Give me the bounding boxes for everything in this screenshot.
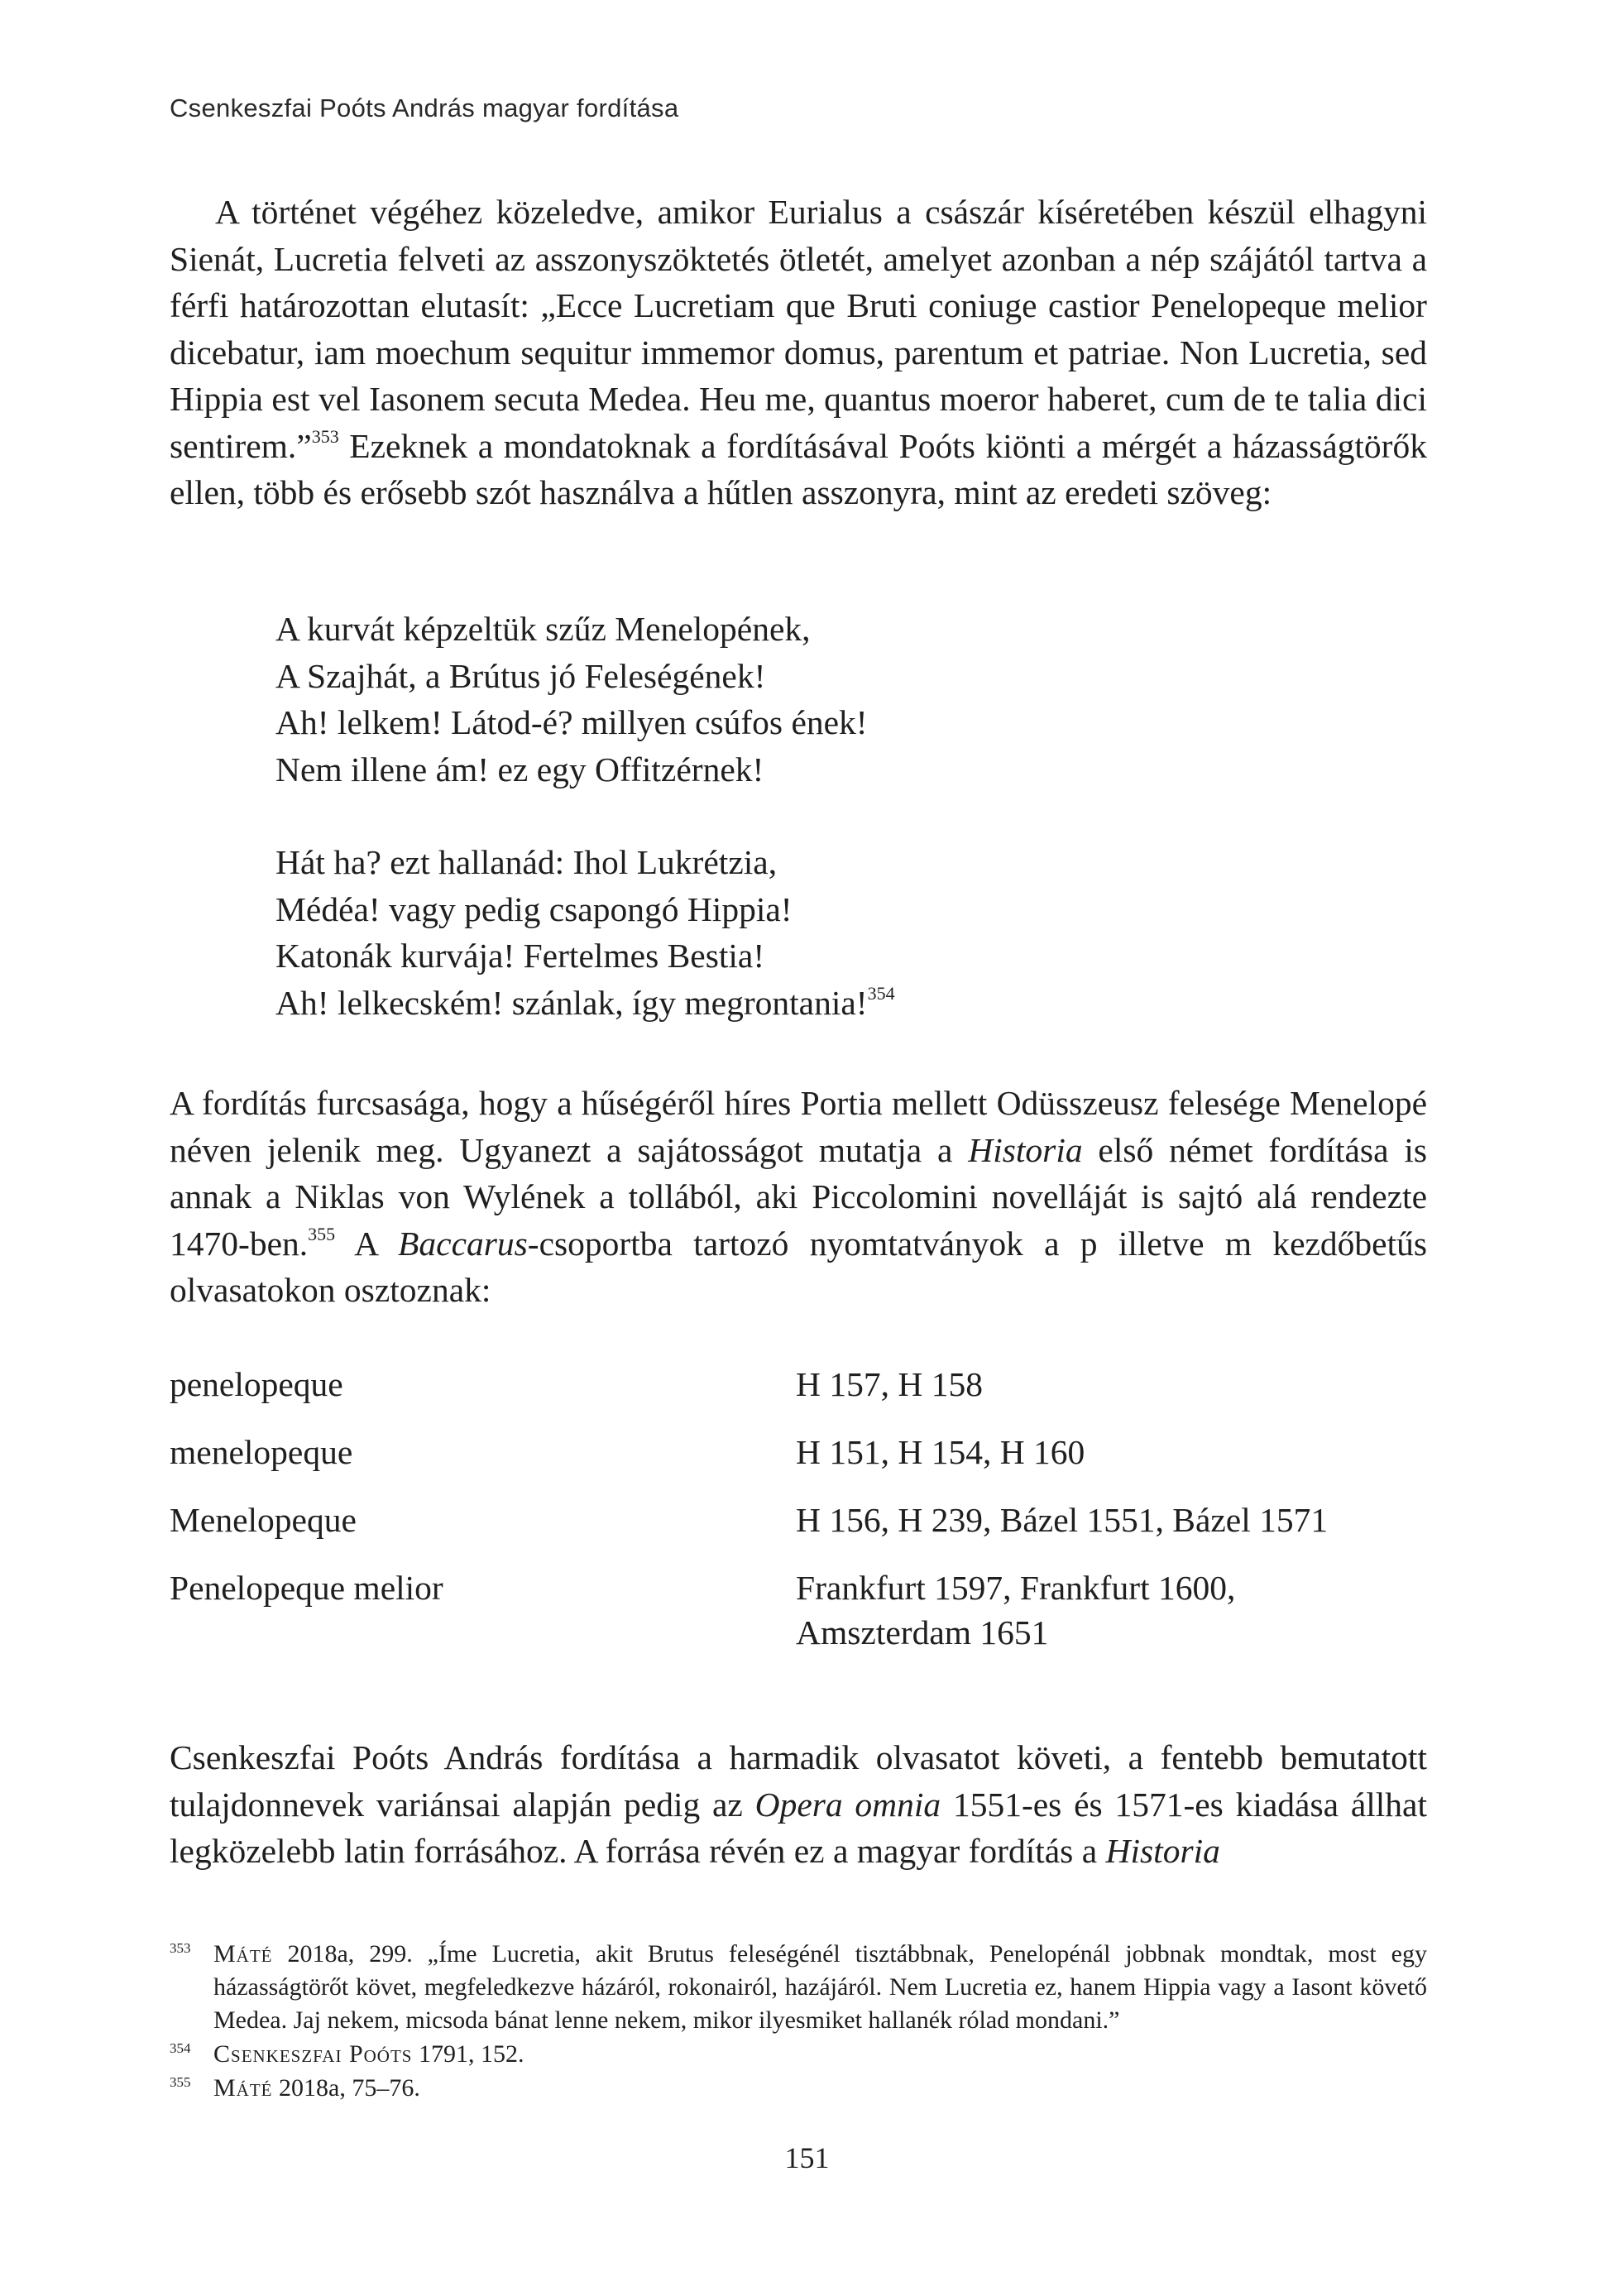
reading-cell: penelopeque	[170, 1365, 343, 1403]
title-opera-omnia: Opera omnia	[754, 1785, 941, 1824]
footnote-ref-354[interactable]: 354	[867, 982, 895, 1004]
running-head: Csenkeszfai Poóts András magyar fordítása	[170, 93, 679, 122]
paragraph-1	[170, 189, 1427, 516]
table-row	[170, 1430, 1375, 1498]
table-row	[170, 1565, 1375, 1655]
verse-line: Katonák kurvája! Fertelmes Bestia!	[275, 937, 765, 975]
footnote-ref-353[interactable]: 353	[311, 425, 339, 447]
verse-line-last	[275, 980, 895, 1027]
sources-cell: H 156, H 239, Bázel 1551, Bázel 1571	[796, 1501, 1329, 1539]
sources-cell: Frankfurt 1597, Frankfurt 1600, Amszterdam 1651	[796, 1569, 1236, 1651]
verse-quote	[275, 606, 895, 1026]
footnote-number: 355	[170, 2074, 191, 2090]
paragraph-2-text: első német fordítása is annak a Niklas von Wylének a tollából, aki Piccolomini novelláját is sajtó alá rendezte 1470-ben.	[170, 1130, 1427, 1263]
footnote-author: Máté	[213, 1940, 273, 1968]
page-number: 151	[784, 2141, 830, 2174]
footnote-ref-355[interactable]: 355	[308, 1223, 336, 1244]
title-historia: Historia	[968, 1130, 1083, 1169]
paragraph-3-text: 1551-es és 1571-es kiadása állhat legközelebb latin forrásához. A forrása révén ez a magyar fordítás a	[170, 1785, 1427, 1870]
paragraph-1-text: A történet végéhez közeledve, amikor Eurialus a császár kíséretében készül elhagyni Sienát, Lucretia felveti az asszonyszöktetés ötletét, amelyet azonban a nép szájától tartva a férfi határozottan elutasít: „Ecce Lucretiam que Bruti coniuge castior Penelopeque melior dicebatur, iam moechum sequitur immemor domus, parentum et patriae. Non Lucretia, sed Hippia est vel Iasonem secuta Medea. Heu me, quantus moeror haberet, cum de te talia dici sentirem.”	[170, 193, 1427, 465]
footnote-text: 1791, 152.	[412, 2040, 524, 2068]
table-row	[170, 1362, 1375, 1430]
footnotes	[170, 1938, 1427, 2106]
title-baccarus: Baccarus	[398, 1224, 528, 1263]
verse-line: Nem illene ám! ez egy Offitzérnek!	[275, 750, 764, 789]
paragraph-2	[170, 1080, 1427, 1314]
footnote-number: 353	[170, 1940, 191, 1956]
footnote-author: Csenkeszfai Poóts	[213, 2040, 413, 2068]
stanza-break	[275, 793, 895, 839]
readings-table	[170, 1362, 1375, 1655]
verse-line-text: Ah! lelkecském! szánlak, így megrontania!	[275, 983, 868, 1022]
footnote-355	[170, 2072, 1427, 2105]
verse-line: Hát ha? ezt hallanád: Ihol Lukrétzia,	[275, 843, 778, 881]
paragraph-2-text: -csoportba tartozó nyomtatványok a p illetve m kezdőbetűs olvasatokon osztoznak:	[170, 1224, 1428, 1309]
verse-line: A Szajhát, a Brútus jó Feleségének!	[275, 656, 766, 695]
reading-cell: Penelopeque melior	[170, 1569, 443, 1607]
verse-line: Médéa! vagy pedig csapongó Hippia!	[275, 889, 793, 928]
title-historia: Historia	[1105, 1832, 1220, 1870]
footnote-text: 2018a, 299. „Íme Lucretia, akit Brutus feleségénél tisztábbnak, Penelopénál jobbnak mondtak, most egy házasságtörőt követ, megfeledkezve házáról, rokonairól, hazájáról. Nem Lucretia ez, hanem Hippia vagy a Iasont követő Medea. Jaj nekem, micsoda bánat lenne nekem, mikor ilyesmiket hallanék rólad mondani.”	[213, 1940, 1427, 2034]
reading-cell: menelopeque	[170, 1433, 353, 1471]
footnote-author: Máté	[213, 2074, 273, 2102]
paragraph-1-text-cont: Ezeknek a mondatoknak a fordításával Poóts kiönti a mérgét a házasságtörők ellen, több és erősebb szót használva a hűtlen asszonyra, mint az eredeti szöveg:	[170, 426, 1427, 511]
footnote-text: 2018a, 75–76.	[272, 2074, 420, 2102]
reading-cell: Menelopeque	[170, 1501, 357, 1539]
verse-line: A kurvát képzeltük szűz Menelopének,	[275, 610, 811, 648]
footnote-number: 354	[170, 2040, 191, 2056]
verse-line: Ah! lelkem! Látod-é? millyen csúfos ének!	[275, 703, 868, 741]
table-row	[170, 1498, 1375, 1565]
paragraph-3	[170, 1734, 1427, 1875]
sources-cell: H 157, H 158	[796, 1365, 983, 1403]
paragraph-2-text: A fordítás furcsasága, hogy a hűségéről híres Portia mellett Odüsszeusz felesége Menelopé néven jelenik meg. Ugyanezt a sajátosságot mutatja a	[170, 1084, 1427, 1169]
footnote-353	[170, 1938, 1427, 2037]
footnote-354	[170, 2038, 1427, 2071]
paragraph-3-text: Csenkeszfai Poóts András fordítása a harmadik olvasatot követi, a fentebb bemutatott tulajdonnevek variánsai alapján pedig az	[170, 1738, 1427, 1824]
paragraph-2-text: A	[335, 1224, 399, 1263]
sources-cell: H 151, H 154, H 160	[796, 1433, 1085, 1471]
